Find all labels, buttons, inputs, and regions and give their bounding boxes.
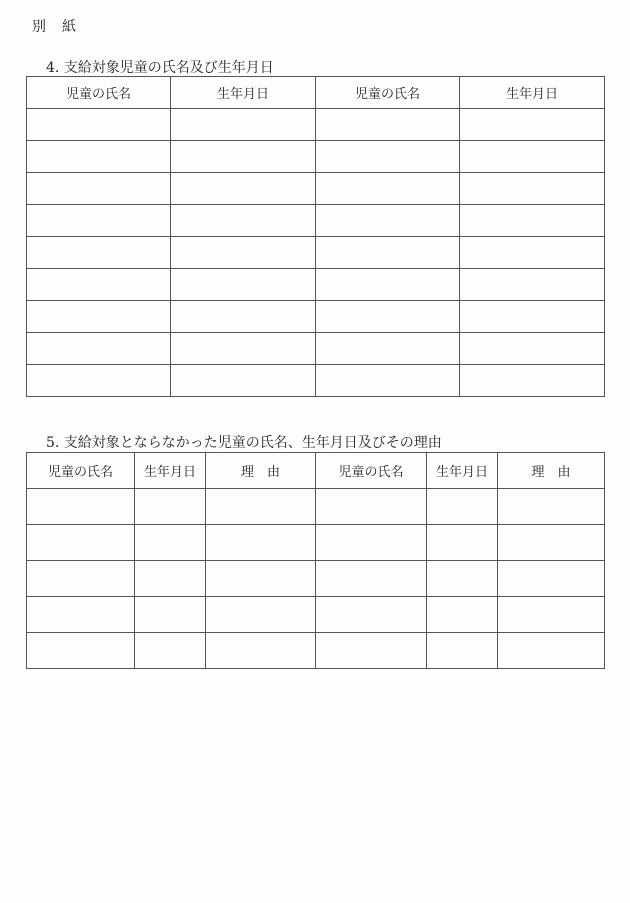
table-cell-input[interactable] — [460, 173, 605, 205]
table-cell-input[interactable] — [316, 597, 427, 633]
table-row — [27, 237, 605, 269]
children-ineligible-table — [26, 452, 605, 669]
table-cell-input[interactable] — [316, 633, 427, 669]
table-cell-input[interactable] — [206, 633, 316, 669]
children-eligible-body — [27, 109, 605, 397]
table-cell-input[interactable] — [316, 205, 460, 237]
table-cell-input[interactable] — [316, 489, 427, 525]
table-cell-input[interactable] — [171, 173, 316, 205]
table-cell-input[interactable] — [498, 561, 605, 597]
table-row — [27, 489, 605, 525]
table-header-row — [27, 453, 605, 489]
table-cell-input[interactable] — [427, 525, 498, 561]
table-cell-input[interactable] — [316, 365, 460, 397]
table-cell-input[interactable] — [27, 205, 171, 237]
header-child-name: 児童の氏名 — [27, 453, 135, 489]
table-cell-input[interactable] — [427, 633, 498, 669]
table-cell-input[interactable] — [171, 109, 316, 141]
table-cell-input[interactable] — [460, 141, 605, 173]
table-cell-input[interactable] — [316, 525, 427, 561]
table-cell-input[interactable] — [206, 525, 316, 561]
table-cell-input[interactable] — [27, 269, 171, 301]
table-cell-input[interactable] — [27, 173, 171, 205]
table-cell-input[interactable] — [427, 489, 498, 525]
table-cell-input[interactable] — [27, 141, 171, 173]
table-cell-input[interactable] — [316, 237, 460, 269]
table-cell-input[interactable] — [316, 333, 460, 365]
table-cell-input[interactable] — [427, 597, 498, 633]
table-cell-input[interactable] — [171, 365, 316, 397]
table-cell-input[interactable] — [27, 525, 135, 561]
table-row — [27, 205, 605, 237]
table-cell-input[interactable] — [316, 109, 460, 141]
table-cell-input[interactable] — [206, 561, 316, 597]
table-cell-input[interactable] — [460, 237, 605, 269]
table-cell-input[interactable] — [316, 141, 460, 173]
table-cell-input[interactable] — [135, 597, 206, 633]
table-cell-input[interactable] — [171, 237, 316, 269]
children-eligible-table — [26, 76, 605, 397]
table-cell-input[interactable] — [27, 489, 135, 525]
table-cell-input[interactable] — [135, 489, 206, 525]
table-row — [27, 525, 605, 561]
table-cell-input[interactable] — [316, 269, 460, 301]
table-row — [27, 561, 605, 597]
section-5-title: 5. 支給対象とならなかった児童の氏名、生年月日及びその理由 — [46, 435, 442, 451]
table-cell-input[interactable] — [206, 489, 316, 525]
table-cell-input[interactable] — [135, 633, 206, 669]
table-cell-input[interactable] — [27, 633, 135, 669]
table-row — [27, 141, 605, 173]
table-cell-input[interactable] — [498, 633, 605, 669]
header-birth-date: 生年月日 — [460, 77, 605, 109]
table-cell-input[interactable] — [171, 333, 316, 365]
table-cell-input[interactable] — [427, 561, 498, 597]
table-cell-input[interactable] — [27, 333, 171, 365]
table-cell-input[interactable] — [27, 301, 171, 333]
table-cell-input[interactable] — [27, 597, 135, 633]
table-row — [27, 633, 605, 669]
table-row — [27, 109, 605, 141]
header-birth-date: 生年月日 — [135, 453, 206, 489]
table-cell-input[interactable] — [171, 141, 316, 173]
table-header-row — [27, 77, 605, 109]
header-reason: 理 由 — [206, 453, 316, 489]
table-cell-input[interactable] — [498, 597, 605, 633]
header-reason: 理 由 — [498, 453, 605, 489]
table-cell-input[interactable] — [27, 561, 135, 597]
table-cell-input[interactable] — [171, 301, 316, 333]
table-cell-input[interactable] — [206, 597, 316, 633]
header-child-name: 児童の氏名 — [316, 453, 427, 489]
table-cell-input[interactable] — [498, 525, 605, 561]
table-row — [27, 301, 605, 333]
table-cell-input[interactable] — [316, 301, 460, 333]
table-cell-input[interactable] — [460, 109, 605, 141]
table-cell-input[interactable] — [27, 237, 171, 269]
table-cell-input[interactable] — [135, 561, 206, 597]
table-row — [27, 365, 605, 397]
table-cell-input[interactable] — [316, 561, 427, 597]
table-cell-input[interactable] — [460, 365, 605, 397]
table-cell-input[interactable] — [460, 269, 605, 301]
table-row — [27, 173, 605, 205]
table-row — [27, 333, 605, 365]
table-cell-input[interactable] — [27, 365, 171, 397]
header-birth-date: 生年月日 — [427, 453, 498, 489]
table-cell-input[interactable] — [171, 205, 316, 237]
table-cell-input[interactable] — [171, 269, 316, 301]
document-label: 別 紙 — [32, 19, 77, 35]
header-birth-date: 生年月日 — [171, 77, 316, 109]
table-cell-input[interactable] — [460, 205, 605, 237]
table-cell-input[interactable] — [460, 301, 605, 333]
table-cell-input[interactable] — [460, 333, 605, 365]
header-child-name: 児童の氏名 — [27, 77, 171, 109]
header-child-name: 児童の氏名 — [316, 77, 460, 109]
section-4-title: 4. 支給対象児童の氏名及び生年月日 — [46, 60, 274, 76]
table-row — [27, 269, 605, 301]
table-cell-input[interactable] — [135, 525, 206, 561]
children-ineligible-body — [27, 489, 605, 669]
table-row — [27, 597, 605, 633]
table-cell-input[interactable] — [498, 489, 605, 525]
table-cell-input[interactable] — [316, 173, 460, 205]
table-cell-input[interactable] — [27, 109, 171, 141]
